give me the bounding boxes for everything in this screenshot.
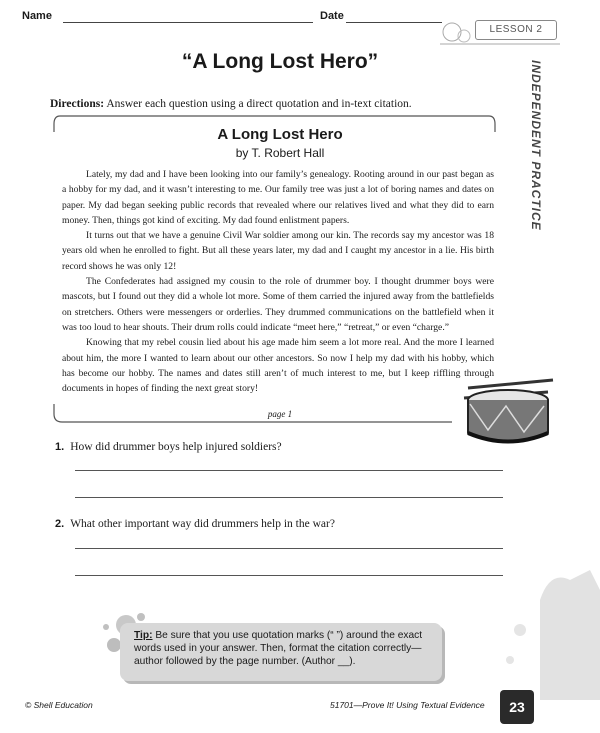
page-note: page 1 [267,409,293,419]
tip-label: Tip: [134,630,153,641]
page-number: 23 [500,690,534,724]
story-title: A Long Lost Hero [217,126,343,143]
footer-copyright: © Shell Education [25,700,93,710]
name-field[interactable] [63,22,313,23]
lesson-badge: LESSON 2 [475,20,557,40]
date-label: Date [320,10,344,22]
question-number: 1. [55,441,65,453]
date-field[interactable] [346,22,442,23]
side-label-text: INDEPENDENT PRACTICE [529,60,543,231]
tip-box [120,623,442,681]
side-label [519,60,547,231]
story-author: by T. Robert Hall [235,146,325,160]
question-1 [55,441,282,453]
story-paragraph: Lately, my dad and I have been looking into our family’s genealogy. Rooting around in our past began as a hobby for my dad, and it wasn’t interesting to me. Our family tree was just a lot of boring names and dates on paper. My dad began seeking public records that revealed where our relatives lived and what they did to earn money. Then, things got kind of exciting. My dad found enlistment papers. [62,169,494,226]
question-2 [55,518,335,530]
directions-label: Directions: [50,98,105,110]
answer-line-q1-1[interactable] [75,470,503,471]
story-body [62,167,494,396]
story-paragraph: The Confederates had assigned my cousin to the role of drummer boy. I thought drummer boys were mascots, but I found out they did a whole lot more. Some of them carried the injured away from the battlefields on stretchers. Others were messengers or orderlies. They drummed communications on the battlefield when it was too loud to hear shouts. Their drum rolls could indicate “meet here,” “retreat,” or even “charge.” [62,276,494,333]
footer-book-title: 51701—Prove It! Using Textual Evidence [330,700,485,710]
page-title: “A Long Lost Hero” [181,50,379,73]
tip-text: Be sure that you use quotation marks (“ ”) around the exact words used in your answer. Then, format the citation correctly—author followed by the page number. (Author __). [134,630,423,668]
question-text: What other important way did drummers help in the war? [70,518,335,530]
answer-line-q1-2[interactable] [75,497,503,498]
question-number: 2. [55,518,65,530]
story-paragraph: Knowing that my rebel cousin lied about his age made him seem a lot more real. And the more I learned about him, the more I wanted to learn about our other ancestors. So now I help my dad with his hobby, which has become our hobby. The names and dates still aren’t of much interest to me, but I keep riffling through documents in hopes of finding the next great story! [62,337,494,395]
answer-line-q2-1[interactable] [75,548,503,549]
directions-text: Answer each question using a direct quotation and in-text citation. [104,98,412,110]
answer-line-q2-2[interactable] [75,575,503,576]
corner-splash-decoration [480,560,600,700]
name-label: Name [22,10,52,22]
drum-illustration [458,378,558,448]
question-text: How did drummer boys help injured soldiers? [70,441,282,453]
story-paragraph: It turns out that we have a genuine Civil War soldier among our kin. The records say my ancestor was 18 years old when he enrolled to fight. But all these years later, my dad and I caught my ancestor in a lie. His birth record shows he was only 12! [62,230,494,272]
directions [50,98,500,110]
